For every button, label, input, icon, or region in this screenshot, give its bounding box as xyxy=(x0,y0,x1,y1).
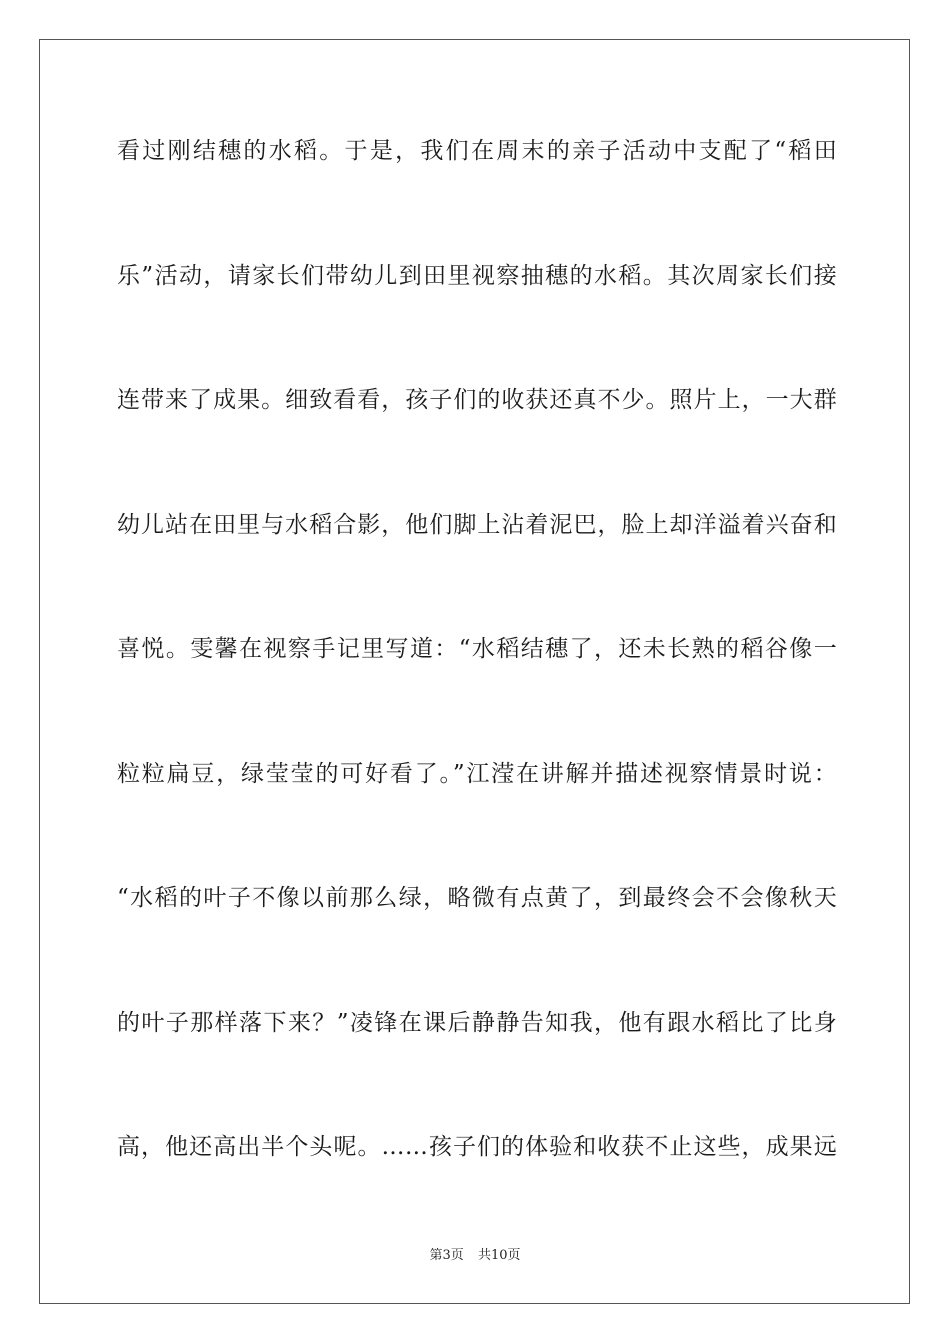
page-footer xyxy=(0,1248,950,1264)
page-number: 第3页 xyxy=(429,1248,464,1263)
page-border xyxy=(39,39,910,1304)
text-line: 粒粒扁豆，绿莹莹的可好看了。”江滢在讲解并描述视察情景时说： xyxy=(117,761,837,787)
text-line: 幼儿站在田里与水稻合影，他们脚上沾着泥巴，脸上却洋溢着兴奋和 xyxy=(117,512,837,538)
text-line: 看过刚结穗的水稻。于是，我们在周末的亲子活动中支配了“稻田 xyxy=(117,138,837,164)
text-line: 乐”活动，请家长们带幼儿到田里视察抽穗的水稻。其次周家长们接 xyxy=(117,263,837,289)
text-line: 喜悦。雯馨在视察手记里写道：“水稻结穗了，还未长熟的稻谷像一 xyxy=(117,636,837,662)
total-pages: 共10页 xyxy=(477,1248,521,1263)
text-line: 连带来了成果。细致看看，孩子们的收获还真不少。照片上，一大群 xyxy=(117,387,837,413)
text-line: 的叶子那样落下来？”凌锋在课后静静告知我，他有跟水稻比了比身 xyxy=(117,1010,837,1036)
text-line: “水稻的叶子不像以前那么绿，略微有点黄了，到最终会不会像秋天 xyxy=(117,885,837,911)
text-line: 高，他还高出半个头呢。……孩子们的体验和收获不止这些，成果远 xyxy=(117,1134,837,1160)
